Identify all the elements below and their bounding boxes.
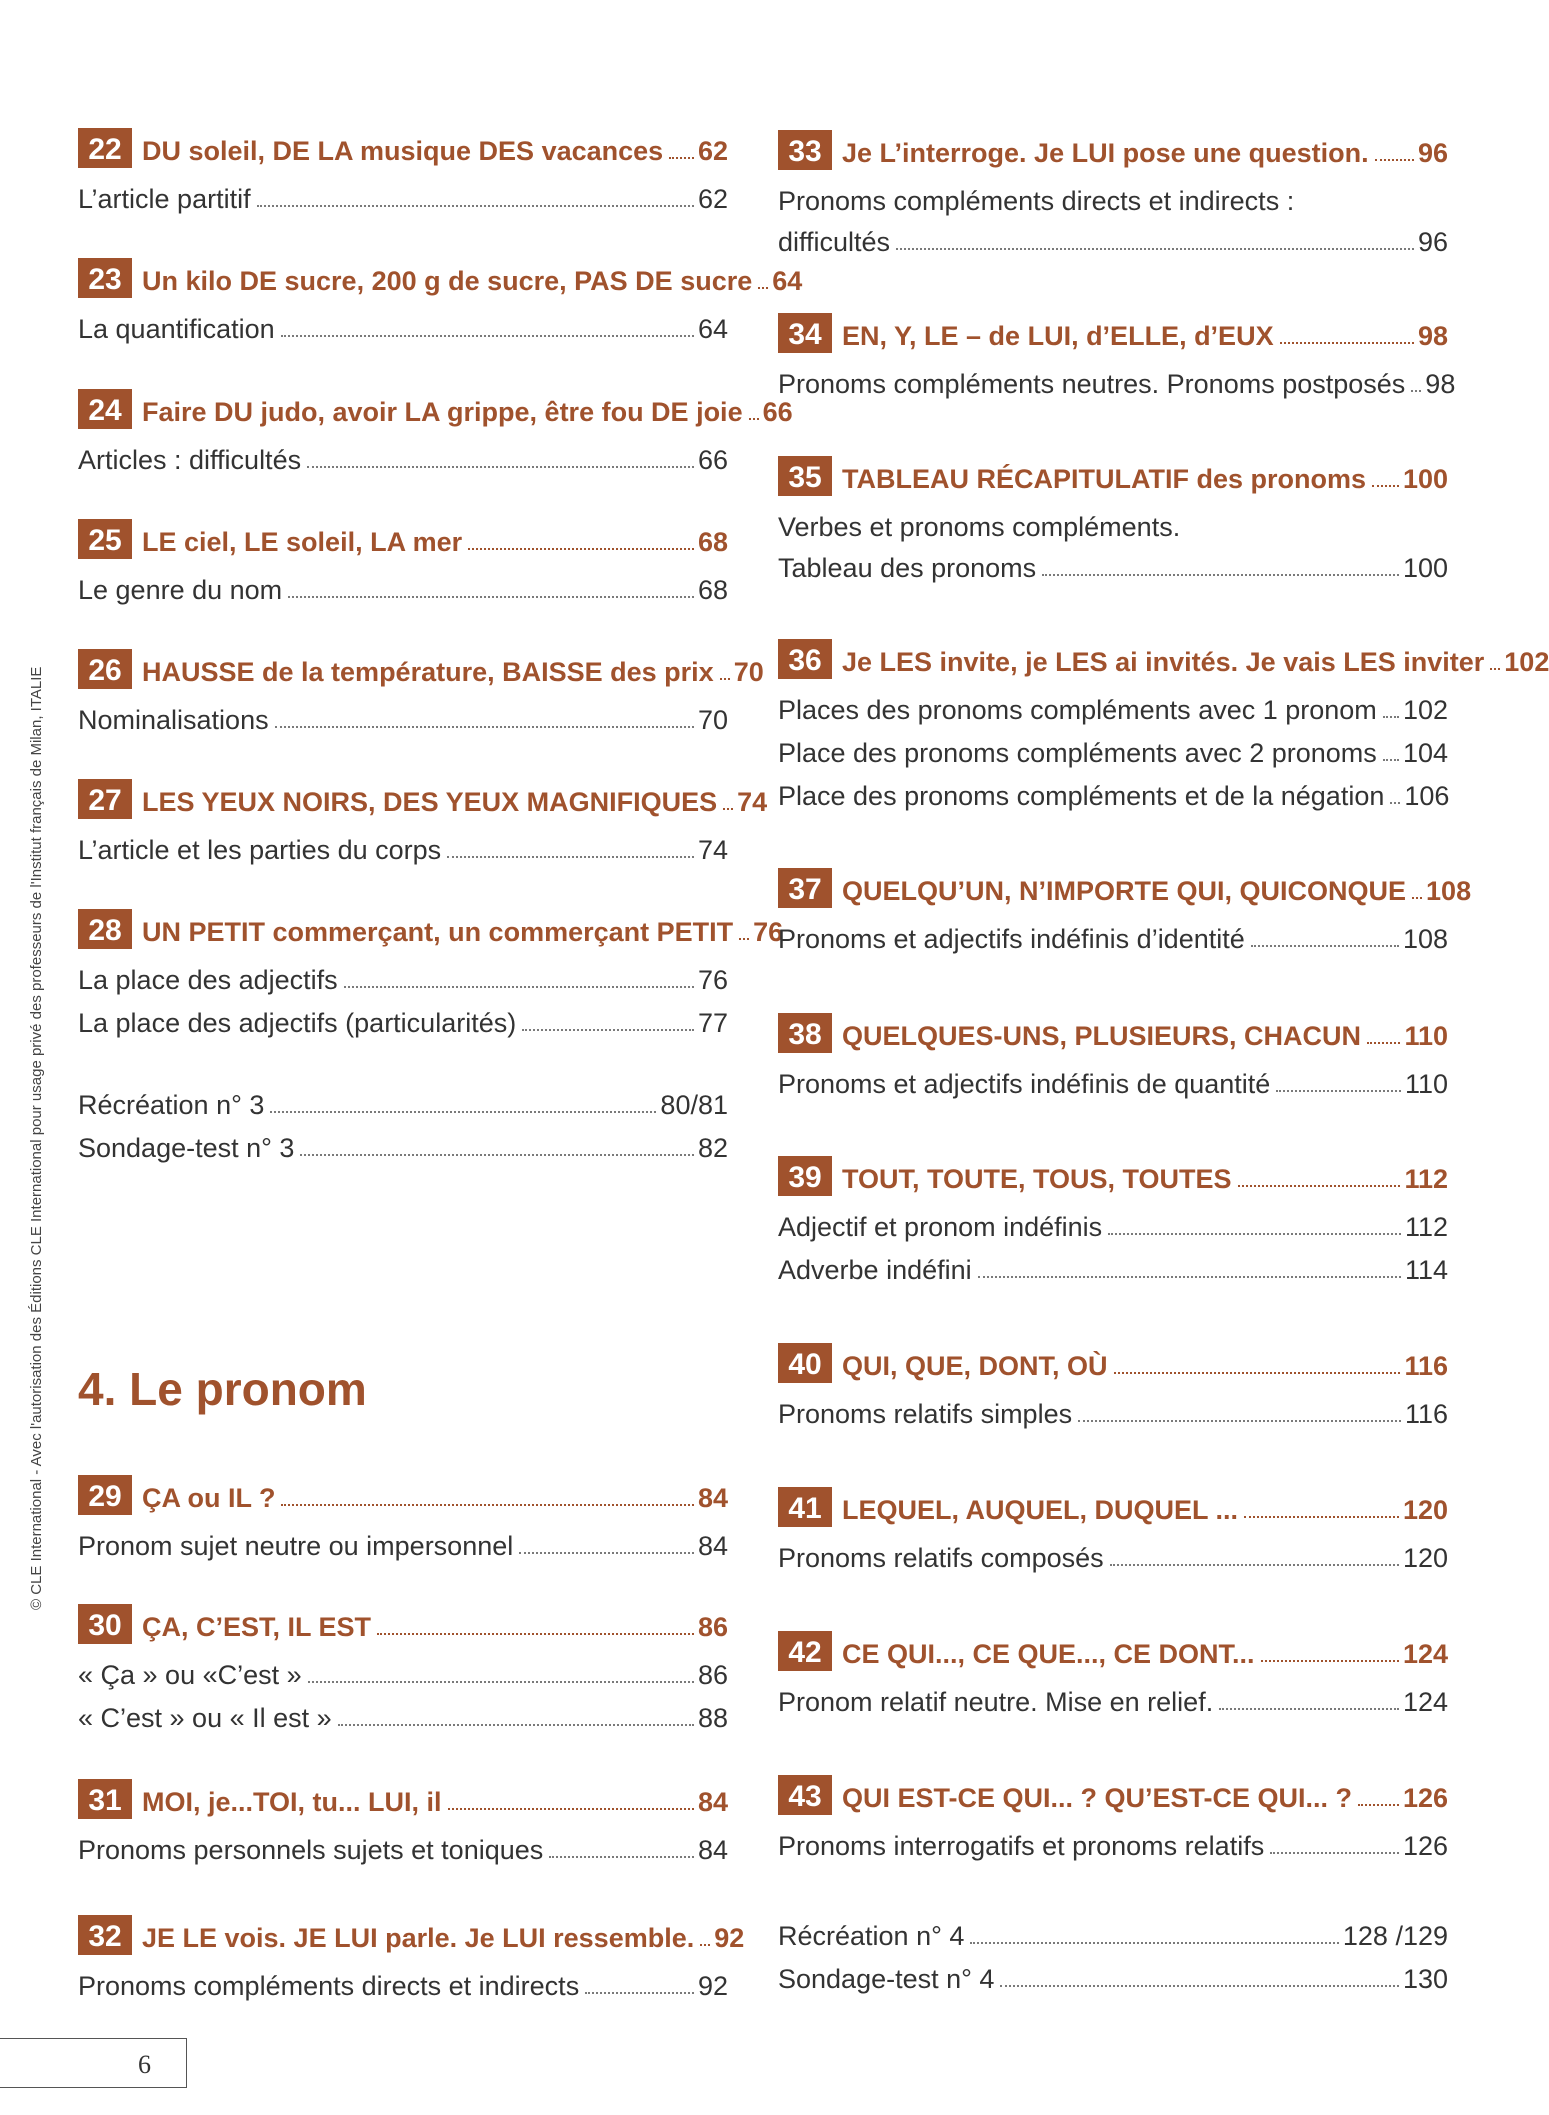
dot-leader — [1276, 1090, 1401, 1092]
chapter-title: LES YEUX NOIRS, DES YEUX MAGNIFIQUES — [142, 787, 718, 817]
subentry-page: 64 — [697, 314, 728, 344]
dot-leader — [1108, 1233, 1401, 1235]
chapter-number: 42 — [778, 1631, 832, 1671]
subentry-page: 88 — [697, 1703, 728, 1733]
chapter-number: 36 — [778, 639, 832, 679]
dot-leader — [344, 986, 694, 988]
chapter-number: 33 — [778, 130, 832, 170]
subentry-page: 112 — [1404, 1212, 1448, 1242]
dot-leader — [281, 1504, 693, 1506]
dot-leader — [739, 938, 749, 940]
chapter-page: 100 — [1402, 464, 1448, 494]
toc-entry-41[interactable] — [778, 1487, 1448, 1575]
dot-leader — [749, 418, 759, 420]
subentry-text: La place des adjectifs — [78, 965, 338, 995]
toc-entry-30[interactable] — [78, 1604, 728, 1735]
chapter-title: UN PETIT commerçant, un commerçant PETIT — [142, 917, 734, 947]
subentry-text: Pronoms et adjectifs indéfinis de quantité — [778, 1069, 1271, 1099]
toc-entry-25[interactable] — [78, 519, 728, 607]
chapter-title: HAUSSE de la température, BAISSE des prix — [142, 657, 714, 687]
chapter-title: LE ciel, LE soleil, LA mer — [142, 527, 463, 557]
toc-entry-32[interactable] — [78, 1915, 745, 2003]
chapter-page: 92 — [714, 1923, 745, 1953]
subentry-text: « C’est » ou « Il est » — [78, 1703, 332, 1733]
subentry-text: Places des pronoms compléments avec 1 pronom — [778, 695, 1377, 725]
dot-leader — [448, 1808, 694, 1810]
dot-leader — [1042, 574, 1399, 576]
toc-entry-28[interactable] — [78, 909, 784, 1040]
chapter-number: 34 — [778, 313, 832, 353]
dot-leader — [519, 1552, 694, 1554]
dot-leader — [970, 1942, 1338, 1944]
subentry-page: 126 — [1402, 1831, 1448, 1861]
subentry-page: 116 — [1404, 1399, 1448, 1429]
subentry-page: 114 — [1404, 1255, 1448, 1285]
dot-leader — [275, 726, 694, 728]
chapter-title: ÇA ou IL ? — [142, 1483, 276, 1513]
chapter-number: 43 — [778, 1775, 832, 1815]
toc-recreation-4[interactable] — [778, 1919, 1448, 1996]
toc-entry-37[interactable] — [778, 868, 1472, 956]
dot-leader — [1261, 1660, 1399, 1662]
subentry-text: Pronoms relatifs simples — [778, 1399, 1073, 1429]
subentry-text: Verbes et pronoms compléments. — [778, 512, 1181, 542]
subentry-text: Pronom sujet neutre ou impersonnel — [78, 1531, 514, 1561]
chapter-number: 30 — [78, 1604, 132, 1644]
chapter-title: QUI EST-CE QUI... ? QU’EST-CE QUI... ? — [842, 1783, 1353, 1813]
dot-leader — [1390, 802, 1400, 804]
dot-leader — [447, 856, 694, 858]
sondage-page: 130 — [1402, 1964, 1448, 1994]
dot-leader — [1238, 1185, 1401, 1187]
chapter-page: 70 — [733, 657, 764, 687]
dot-leader — [1375, 159, 1414, 161]
chapter-title: ÇA, C’EST, IL EST — [142, 1612, 372, 1642]
recreation-label: Récréation n° 4 — [778, 1921, 965, 1951]
chapter-title: JE LE vois. JE LUI parle. Je LUI ressemble. — [142, 1923, 695, 1953]
dot-leader — [700, 1944, 710, 1946]
toc-entry-26[interactable] — [78, 649, 764, 737]
subentry-page: 70 — [697, 705, 728, 735]
dot-leader — [288, 596, 694, 598]
chapter-page: 108 — [1426, 876, 1472, 906]
subentry-text: Articles : difficultés — [78, 445, 302, 475]
recreation-label: Récréation n° 3 — [78, 1090, 265, 1120]
chapter-title: TABLEAU RÉCAPITULATIF des pronoms — [842, 464, 1366, 494]
chapter-number: 41 — [778, 1487, 832, 1527]
chapter-page: 62 — [697, 136, 728, 166]
toc-entry-43[interactable] — [778, 1775, 1448, 1863]
chapter-page: 126 — [1402, 1783, 1448, 1813]
toc-entry-42[interactable] — [778, 1631, 1448, 1719]
page-number-frame — [0, 2038, 187, 2088]
dot-leader — [896, 248, 1414, 250]
subentry-text: La quantification — [78, 314, 275, 344]
subentry-page: 98 — [1425, 369, 1456, 399]
recreation-page: 80/81 — [660, 1090, 728, 1120]
toc-entry-24[interactable] — [78, 389, 793, 477]
chapter-page: 98 — [1417, 321, 1448, 351]
chapter-number: 22 — [78, 128, 132, 168]
chapter-number: 29 — [78, 1475, 132, 1515]
chapter-number: 37 — [778, 868, 832, 908]
dot-leader — [338, 1724, 694, 1726]
chapter-page: 76 — [753, 917, 784, 947]
toc-entry-40[interactable] — [778, 1343, 1448, 1431]
dot-leader — [1110, 1564, 1399, 1566]
subentry-text: Pronoms compléments directs et indirects — [78, 1971, 580, 2001]
toc-entry-27[interactable] — [78, 779, 768, 867]
chapter-title: MOI, je...TOI, tu... LUI, il — [142, 1787, 442, 1817]
subentry-text: Nominalisations — [78, 705, 269, 735]
dot-leader — [1367, 1042, 1400, 1044]
toc-entry-31[interactable] — [78, 1779, 728, 1867]
dot-leader — [468, 548, 694, 550]
page-number: 6 — [138, 2050, 151, 2079]
subentry-text: Tableau des pronoms — [778, 553, 1037, 583]
toc-entry-34[interactable] — [778, 313, 1456, 401]
dot-leader — [1358, 1804, 1399, 1806]
chapter-title: Je L’interroge. Je LUI pose une question. — [842, 138, 1369, 168]
subentry-text: Pronom relatif neutre. Mise en relief. — [778, 1687, 1214, 1717]
chapter-page: 112 — [1404, 1164, 1448, 1194]
dot-leader — [1000, 1985, 1398, 1987]
dot-leader — [257, 205, 694, 207]
chapter-title: QUELQU’UN, N’IMPORTE QUI, QUICONQUE — [842, 876, 1407, 906]
dot-leader — [669, 157, 694, 159]
subentry-text: La place des adjectifs (particularités) — [78, 1008, 517, 1038]
subentry-page: 96 — [1417, 227, 1448, 257]
chapter-number: 27 — [78, 779, 132, 819]
chapter-title: QUELQUES-UNS, PLUSIEURS, CHACUN — [842, 1021, 1362, 1051]
chapter-page: 84 — [697, 1483, 728, 1513]
toc-entry-29[interactable] — [78, 1475, 728, 1563]
dot-leader — [1411, 390, 1421, 392]
dot-leader — [1372, 485, 1399, 487]
chapter-page: 74 — [737, 787, 768, 817]
dot-leader — [1114, 1372, 1401, 1374]
chapter-title: DU soleil, DE LA musique DES vacances — [142, 136, 664, 166]
chapter-number: 31 — [78, 1779, 132, 1819]
dot-leader — [270, 1111, 656, 1113]
sondage-label: Sondage-test n° 4 — [778, 1964, 995, 1994]
chapter-title: CE QUI..., CE QUE..., CE DONT... — [842, 1639, 1255, 1669]
chapter-number: 40 — [778, 1343, 832, 1383]
toc-entry-23[interactable] — [78, 258, 803, 346]
subentry-page: 66 — [697, 445, 728, 475]
chapter-page: 102 — [1504, 647, 1549, 677]
chapter-title: QUI, QUE, DONT, OÙ — [842, 1351, 1108, 1381]
chapter-title: EN, Y, LE – de LUI, d’ELLE, d’EUX — [842, 321, 1274, 351]
dot-leader — [377, 1633, 694, 1635]
chapter-number: 26 — [78, 649, 132, 689]
dot-leader — [720, 678, 730, 680]
dot-leader — [1383, 716, 1399, 718]
subentry-text: Place des pronoms compléments et de la négation — [778, 781, 1385, 811]
sondage-page: 82 — [697, 1133, 728, 1163]
subentry-page: 74 — [697, 835, 728, 865]
subentry-page: 108 — [1402, 924, 1448, 954]
section-title: 4. Le pronom — [78, 1363, 367, 1415]
chapter-page: 120 — [1402, 1495, 1448, 1525]
dot-leader — [1280, 342, 1414, 344]
subentry-page: 102 — [1402, 695, 1448, 725]
subentry-page: 86 — [697, 1660, 728, 1690]
subentry-text: Adverbe indéfini — [778, 1255, 972, 1285]
dot-leader — [1078, 1420, 1401, 1422]
chapter-page: 110 — [1404, 1021, 1448, 1051]
subentry-page: 84 — [697, 1531, 728, 1561]
copyright-sidebar: © CLE International - Avec l'autorisation des Éditions CLE International pour usage privé des professeurs de l'Institut français de Milan, ITALIE — [28, 666, 45, 1610]
subentry-page: 104 — [1402, 738, 1448, 768]
subentry-text: Pronoms compléments directs et indirects : — [778, 186, 1295, 216]
subentry-text: Place des pronoms compléments avec 2 pronoms — [778, 738, 1377, 768]
chapter-number: 25 — [78, 519, 132, 559]
subentry-page: 76 — [697, 965, 728, 995]
chapter-title: Je LES invite, je LES ai invités. Je vais LES inviter — [842, 647, 1485, 677]
toc-entry-33[interactable] — [778, 130, 1448, 259]
chapter-page: 86 — [697, 1612, 728, 1642]
subentry-text: Pronoms relatifs composés — [778, 1543, 1104, 1573]
toc-recreation-3[interactable] — [78, 1088, 728, 1165]
dot-leader — [1270, 1852, 1399, 1854]
dot-leader — [1219, 1708, 1399, 1710]
subentry-text: Pronoms compléments neutres. Pronoms postposés — [778, 369, 1406, 399]
dot-leader — [300, 1154, 694, 1156]
chapter-number: 32 — [78, 1915, 132, 1955]
chapter-number: 39 — [778, 1156, 832, 1196]
toc-entry-35[interactable] — [778, 456, 1448, 585]
dot-leader — [1251, 945, 1399, 947]
sondage-label: Sondage-test n° 3 — [78, 1133, 295, 1163]
subentry-page: 92 — [697, 1971, 728, 2001]
subentry-text: Adjectif et pronom indéfinis — [778, 1212, 1103, 1242]
toc-entry-39[interactable] — [778, 1156, 1448, 1287]
dot-leader — [585, 1992, 694, 1994]
subentry-page: 124 — [1402, 1687, 1448, 1717]
subentry-text: Pronoms personnels sujets et toniques — [78, 1835, 544, 1865]
chapter-number: 28 — [78, 909, 132, 949]
subentry-text: L’article partitif — [78, 184, 251, 214]
subentry-text: Pronoms et adjectifs indéfinis d’identité — [778, 924, 1245, 954]
chapter-page: 68 — [697, 527, 728, 557]
subentry-text: Pronoms interrogatifs et pronoms relatifs — [778, 1831, 1265, 1861]
subentry-page: 84 — [697, 1835, 728, 1865]
chapter-page: 64 — [772, 266, 803, 296]
chapter-title: TOUT, TOUTE, TOUS, TOUTES — [842, 1164, 1232, 1194]
subentry-page: 62 — [697, 184, 728, 214]
chapter-title: Faire DU judo, avoir LA grippe, être fou DE joie — [142, 397, 743, 427]
dot-leader — [1383, 759, 1399, 761]
dot-leader — [281, 335, 694, 337]
subentry-page: 68 — [697, 575, 728, 605]
dot-leader — [549, 1856, 694, 1858]
chapter-title: LEQUEL, AUQUEL, DUQUEL ... — [842, 1495, 1239, 1525]
dot-leader — [1490, 668, 1500, 670]
subentry-page: 106 — [1404, 781, 1450, 811]
dot-leader — [723, 808, 733, 810]
chapter-page: 96 — [1417, 138, 1448, 168]
dot-leader — [1244, 1516, 1399, 1518]
toc-entry-38[interactable] — [778, 1013, 1448, 1101]
chapter-page: 124 — [1402, 1639, 1448, 1669]
chapter-page: 66 — [762, 397, 793, 427]
chapter-page: 116 — [1404, 1351, 1448, 1381]
subentry-text: Le genre du nom — [78, 575, 283, 605]
chapter-number: 23 — [78, 258, 132, 298]
subentry-page: 120 — [1402, 1543, 1448, 1573]
dot-leader — [1412, 897, 1422, 899]
dot-leader — [308, 1681, 694, 1683]
chapter-page: 84 — [697, 1787, 728, 1817]
chapter-number: 35 — [778, 456, 832, 496]
dot-leader — [978, 1276, 1401, 1278]
subentry-page: 100 — [1402, 553, 1448, 583]
dot-leader — [758, 287, 768, 289]
toc-entry-36[interactable] — [778, 639, 1549, 813]
toc-entry-22[interactable] — [78, 128, 728, 216]
dot-leader — [522, 1029, 694, 1031]
subentry-text: L’article et les parties du corps — [78, 835, 442, 865]
chapter-title: Un kilo DE sucre, 200 g de sucre, PAS DE sucre — [142, 266, 753, 296]
subentry-text: « Ça » ou «C’est » — [78, 1660, 302, 1690]
chapter-number: 38 — [778, 1013, 832, 1053]
dot-leader — [307, 466, 694, 468]
chapter-number: 24 — [78, 389, 132, 429]
subentry-text: difficultés — [778, 227, 891, 257]
subentry-page: 77 — [697, 1008, 728, 1038]
subentry-page: 110 — [1404, 1069, 1448, 1099]
recreation-page: 128 /129 — [1342, 1921, 1448, 1951]
